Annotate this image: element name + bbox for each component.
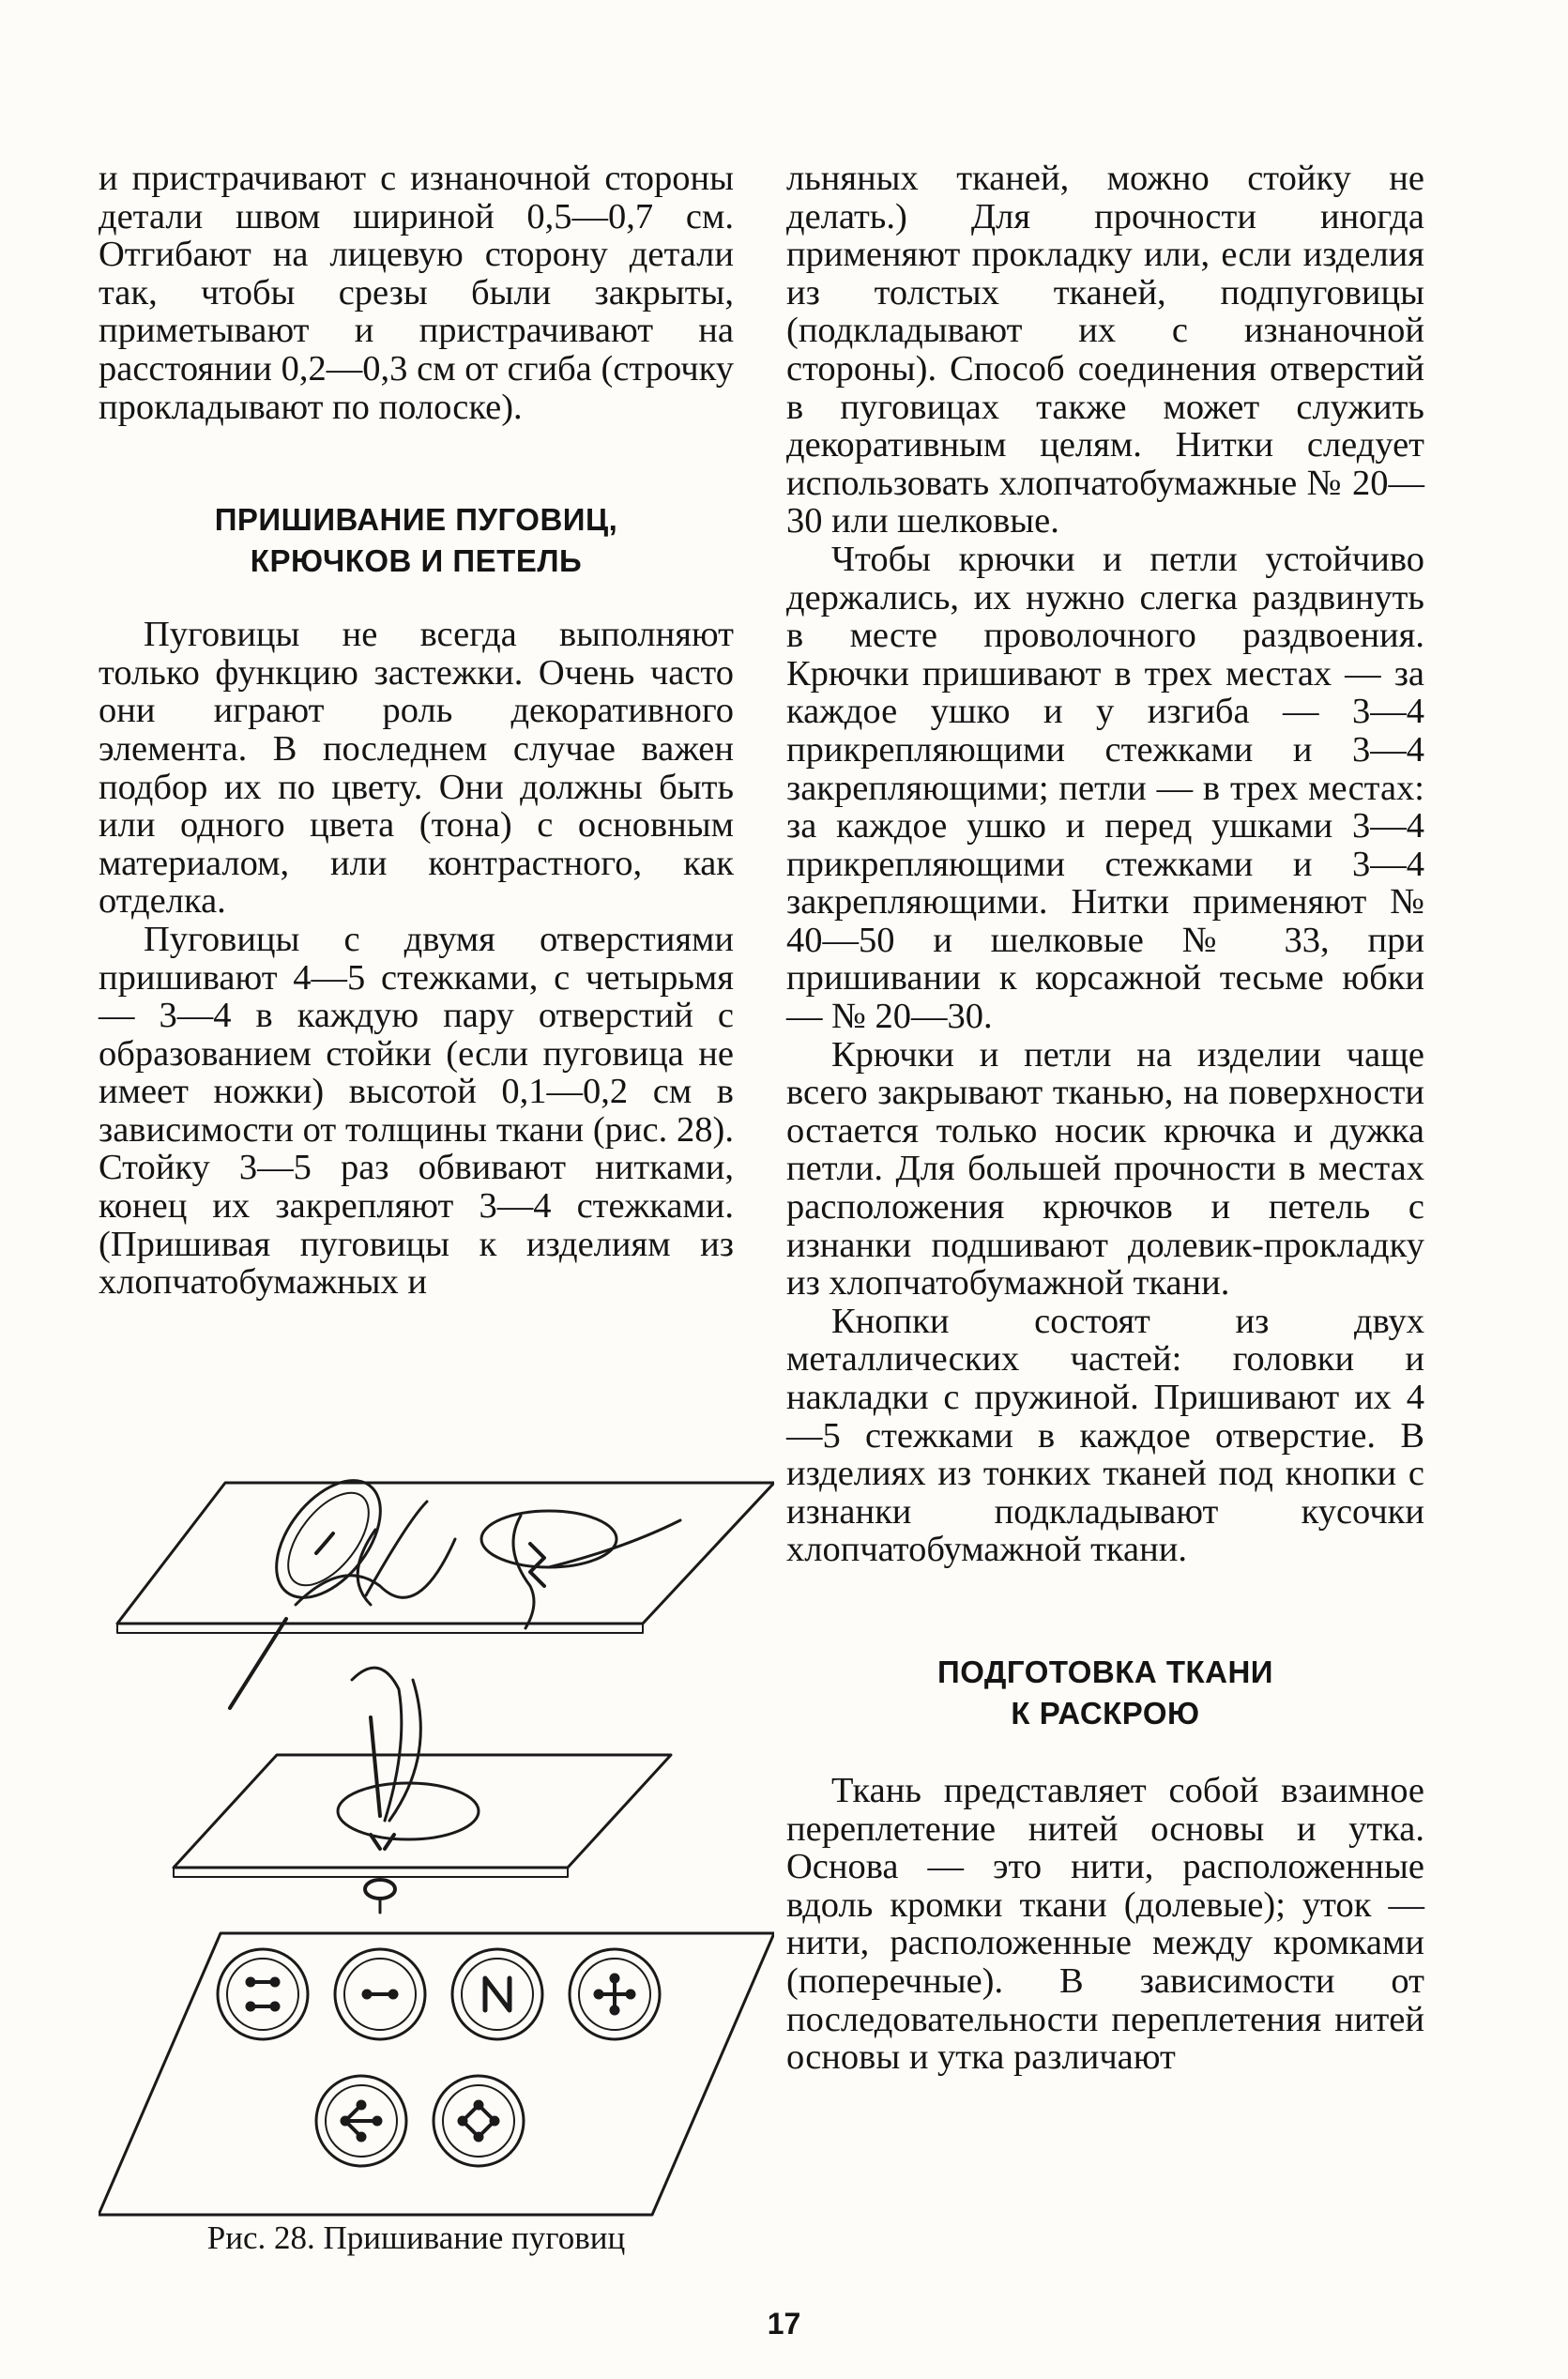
fabric-hole-2 [338,1783,479,1839]
left-paragraph-1: Пуговицы не всегда выполняют только функцию застежки. Очень часто они играют роль декоративного элемента. В последнем случае важен подбор их по цвету. Они должны быть или одного цвета (тона) с основным материалом, или контрастного, как отделка. [99,615,734,922]
right-paragraph-3: Кнопки состоят из двух металлических частей: головки и накладки с пружиной. Пришивают их 4—5 стежками в каждое отверстие. В изделиях из тонких тканей под кнопки с изнанки подкладывают кусочки хлопчатобумажной ткани. [786,1301,1424,1570]
fabric-sheet-top [117,1483,774,1624]
section-heading-buttons [99,499,734,582]
heading-line-2: КРЮЧКОВ И ПЕТЕЛЬ [250,543,583,579]
left-paragraph-0: и пристрачивают с изнаночной стороны детали швом шириной 0,5—0,7 см. Отгибают на лицевую сторону детали так, чтобы срезы были закрыты, приметывают и пристрачивают на расстоянии 0,2—0,3 см от сгиба (строчку прокладывают по полоске). [99,159,734,427]
button-two-hole [335,1949,425,2039]
fabric-hole [481,1511,617,1567]
button-four-hole-cross [570,1949,660,2039]
left-column [99,160,734,1302]
heading-line-1: ПОДГОТОВКА ТКАНИ [936,1654,1274,1689]
button-four-hole-parallel [218,1949,308,2039]
button-four-hole-arrow [316,2076,406,2166]
figure-caption: Рис. 28. Пришивание пуговиц [206,2219,626,2256]
left-paragraph-2: Пуговицы с двумя отверстиями пришивают 4—5 стежками, с четырьмя — 3—4 в каждую пару отверстий с образованием стойки (если пуговица не имеет ножки) высотой 0,1—0,2 см в зависимости от толщины ткани (рис. 28). Стойку 3—5 раз обвивают нитками, конец их закрепляют 3—4 стежками. (Пришивая пуговицы к изделиям из хлопчатобумажных и [99,919,734,1303]
section-heading-fabric [786,1652,1424,1734]
button-shank [365,1880,395,1899]
button-four-hole-square [434,2076,524,2166]
right-paragraph-2: Крючки и петли на изделии чаще всего закрывают тканью, на поверхности остается только носик крючка и дужка петли. Для большей прочности в местах расположения крючков и петель с изнанки подшивают долевик-прокладку из хлопчатобумажной ткани. [786,1034,1424,1304]
right-paragraph-1: Чтобы крючки и петли устойчиво держались, их нужно слегка раздвинуть в месте проволочного раздвоения. Крючки пришивают в трех местах — за каждое ушко и у изгиба — 3—4 прикрепляющими стежками и 3—4 закрепляющими; петли — в трех местах: за каждое ушко и перед ушками 3—4 прикрепляющими стежками и 3—4 закрепляющими. Нитки применяют № 40—50 и шелковые № 33, при пришивании к корсажной тесьме юбки — № 20—30. [786,539,1424,1037]
heading-line-2: К РАСКРОЮ [1011,1695,1200,1731]
heading-line-1: ПРИШИВАНИЕ ПУГОВИЦ, [214,502,618,538]
right-column [786,160,1424,2077]
button-sewing-illustration [99,1464,774,2219]
fabric-sheet-bottom [99,1933,774,2215]
right-paragraph-4: Ткань представляет собой взаимное переплетение нитей основы и утка. Основа — это нити, расположенные вдоль кромки ткани (долевые); уток — нити, расположенные между кромками (поперечные). В зависимости от последовательности переплетения нитей основы и утка различают [786,1770,1424,2078]
right-paragraph-0: льняных тканей, можно стойку не делать.) Для прочности иногда применяют прокладку или, если изделия из толстых тканей, подпуговицы (подкладывают их с изнаночной стороны). Способ соединения отверстий в пуговицах также может служить декоративным целям. Нитки следует использовать хлопчатобумажные № 20—30 или шелковые. [786,159,1424,541]
page-number: 17 [767,2307,801,2341]
fabric-sheet-middle [174,1755,671,1868]
button-four-hole-n [452,1949,542,2039]
